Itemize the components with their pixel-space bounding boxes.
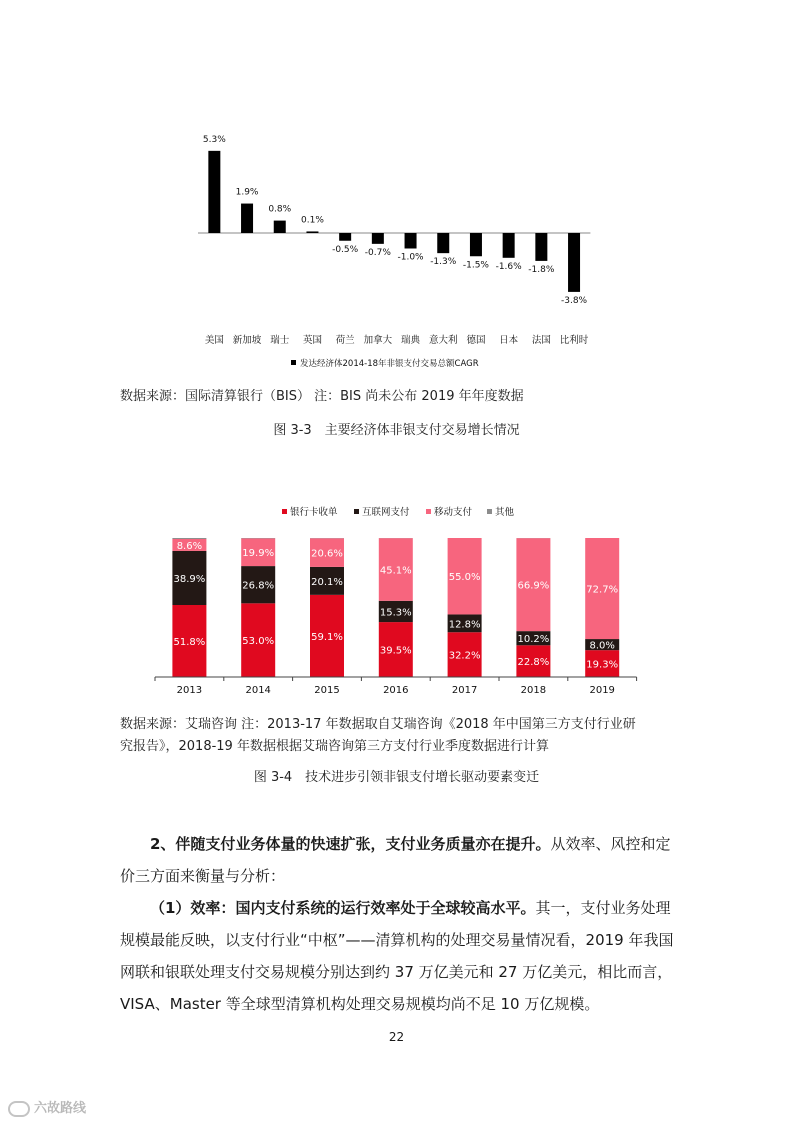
bar-value-label-4: -0.5% [332,244,359,255]
bar-value-label-7: -1.3% [430,257,457,268]
seg-label-2-0: 59.1% [311,631,343,643]
seg-label-5-1: 10.2% [517,634,550,646]
legend-label-3: 其他 [495,507,515,518]
paragraph-2 [120,892,680,1020]
seg-label-0-0: 51.8% [173,636,206,648]
x-tick-label-4: 2017 [451,685,478,696]
bar-value-label-2: 0.8% [268,204,292,215]
paragraph-1 [120,828,680,892]
figure2-source-line1: 数据来源：艾瑞咨询 注：2013-17 年数据取自艾瑞咨询《2018 年中国第三方支付行业研 [120,717,636,732]
bar-value-label-1: 1.9% [235,187,259,198]
category-label-9: 日本 [499,335,519,346]
seg-label-5-2: 66.9% [517,580,550,592]
category-label-0: 美国 [204,335,224,346]
seg-label-6-1: 8.0% [589,640,615,652]
seg-label-6-0: 19.3% [586,659,619,671]
seg-label-2-2: 20.6% [311,548,343,560]
seg-label-0-1: 38.9% [173,573,206,585]
bar-value-label-5: -0.7% [364,247,391,258]
paragraph-2-text: 其一，支付业务处理规模最能反映，以支付行业“中枢”——清算机构的处理交易量情况看，2019 年我国网联和银联处理支付交易规模分别达到约 37 万亿美元和 27 万亿美元，相比而言，VISA、Master 等全球型清算机构处理交易规模均尚不足 10 万亿规模。 [120,899,674,1013]
seg-label-3-2: 45.1% [379,565,412,577]
x-tick-label-1: 2014 [245,685,271,696]
page-number: 22 [388,1030,405,1044]
legend-swatch-1 [354,509,359,514]
figure2-source [120,714,690,758]
seg-label-3-1: 15.3% [379,607,412,619]
bar-value-label-6: -1.0% [397,252,424,263]
bar-value-label-0: 5.3% [202,134,226,145]
category-label-11: 比利时 [559,335,589,346]
x-tick-label-3: 2016 [383,685,409,696]
x-tick-label-0: 2013 [176,685,203,696]
category-label-7: 意大利 [428,335,458,346]
category-label-6: 瑞典 [401,335,421,346]
seg-label-1-0: 53.0% [242,636,275,648]
bar-value-label-9: -1.6% [495,261,522,272]
bar-value-label-11: -3.8% [560,295,588,306]
figure2-source-line2: 究报告》，2018-19 年数据根据艾瑞咨询第三方支付行业季度数据进行计算 [120,739,549,754]
bar-value-label-10: -1.8% [528,264,555,275]
seg-label-1-1: 26.8% [242,580,275,592]
seg-label-6-2: 72.7% [586,584,619,596]
seg-label-4-2: 55.0% [448,572,481,584]
figure1-title: 图 3-3 主要经济体非银支付交易增长情况 [273,423,520,438]
legend-swatch-0 [282,509,287,514]
legend-label-0: 银行卡收单 [290,507,338,518]
legend-swatch-2 [426,509,431,514]
seg-label-5-0: 22.8% [517,657,550,669]
paragraph-2-heading: （1）效率：国内支付系统的运行效率处于全球较高水平。 [150,899,536,917]
bar-0-seg-3 [172,538,206,539]
seg-label-1-2: 19.9% [242,548,275,560]
paragraph-1-text: 从效率、风控和定价三方面来衡量与分析： [120,835,671,885]
figure2-title: 图 3-4 技术进步引领非银支付增长驱动要素变迁 [253,770,540,785]
category-label-3: 英国 [302,335,322,346]
x-tick-label-5: 2018 [520,685,547,696]
figure1-source: 数据来源：国际清算银行（BIS） 注：BIS 尚未公布 2019 年年度数据 [120,389,524,404]
seg-label-0-2: 8.6% [176,540,203,552]
bar-value-label-3: 0.1% [301,215,324,226]
paragraph-1-heading: 2、伴随支付业务体量的快速扩张，支付业务质量亦在提升。 [150,835,551,853]
category-label-1: 新加坡 [232,335,262,346]
x-tick-label-2: 2015 [314,685,340,696]
bar-value-label-8: -1.5% [462,260,490,271]
watermark [8,1097,86,1117]
x-tick-label-6: 2019 [589,685,615,696]
legend-label-2: 移动支付 [434,507,473,518]
legend-swatch-3 [487,509,492,514]
category-label-5: 加拿大 [363,335,393,346]
legend-label: 发达经济体2014-18年非银支付交易总额CAGR [300,359,479,369]
seg-label-4-1: 12.8% [448,619,481,631]
watermark-text: 六故路线 [34,1101,87,1116]
category-label-2: 瑞士 [270,335,290,346]
seg-label-3-0: 39.5% [379,645,412,657]
watermark-logo-icon [8,1101,30,1117]
category-label-4: 荷兰 [335,335,355,346]
seg-label-4-0: 32.2% [448,650,481,662]
seg-label-2-1: 20.1% [311,576,343,588]
legend-label-1: 互联网支付 [362,507,410,518]
category-label-8: 德国 [466,335,486,346]
category-label-10: 法国 [531,335,551,346]
